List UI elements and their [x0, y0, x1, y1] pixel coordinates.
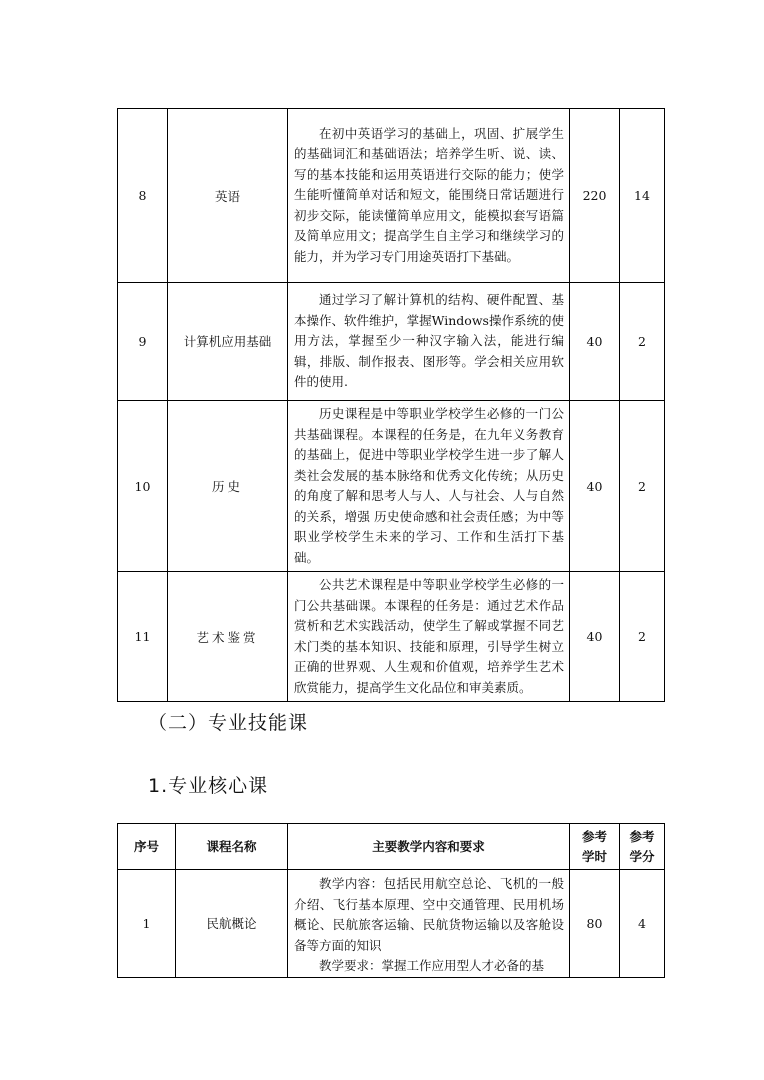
course-content: 历史课程是中等职业学校学生必修的一门公共基础课程。本课程的任务是，在九年义务教育的基础上，促进中等职业学校学生进一步了解人类社会发展的基本脉络和优秀文化传统；从历史的角度了解和思考人与人、人与社会、人与自然的关系，增强 历史使命感和社会责任感；为中等职业学校学生未来的学习、工作和生活打下基础。	[288, 401, 570, 572]
table-row	[118, 401, 665, 572]
course-credits: 14	[620, 109, 665, 283]
course-credits: 4	[620, 870, 665, 978]
course-credits: 2	[620, 283, 665, 401]
teaching-requirements: 教学要求：掌握工作应用型人才必备的基	[319, 958, 545, 973]
course-name: 计算机应用基础	[168, 283, 288, 401]
header-credits: 参考学分	[620, 824, 665, 870]
course-number: 8	[118, 109, 168, 283]
course-name: 英语	[168, 109, 288, 283]
table-header-row	[118, 824, 665, 870]
header-number: 序号	[118, 824, 176, 870]
core-courses-table	[117, 823, 665, 978]
course-hours: 40	[570, 401, 620, 572]
course-content: 公共艺术课程是中等职业学校学生必修的一门公共基础课。本课程的任务是：通过艺术作品赏析和艺术实践活动，使学生了解或掌握不同艺术门类的基本知识、技能和原理，引导学生树立正确的世界观、人生观和价值观，培养学生艺术欣赏能力，提高学生文化品位和审美素质。	[288, 572, 570, 702]
course-content: 通过学习了解计算机的结构、硬件配置、基本操作、软件维护，掌握Windows操作系统的使用方法，掌握至少一种汉字输入法，能进行编辑，排版、制作报表、图形等。学会相关应用软件的使用.	[288, 283, 570, 401]
course-credits: 2	[620, 401, 665, 572]
course-hours: 80	[570, 870, 620, 978]
table-row	[118, 283, 665, 401]
course-number: 10	[118, 401, 168, 572]
header-name: 课程名称	[176, 824, 288, 870]
course-number: 11	[118, 572, 168, 702]
course-name: 艺术鉴赏	[168, 572, 288, 702]
subsection-heading: 1.专业核心课	[148, 775, 269, 797]
public-courses-table	[117, 108, 665, 702]
table-row	[118, 109, 665, 283]
course-hours: 40	[570, 572, 620, 702]
section-heading: （二）专业技能课	[148, 712, 309, 734]
teaching-content: 教学内容：包括民用航空总论、飞机的一般介绍、飞行基本原理、空中交通管理、民用机场概论、民航旅客运输、民航货物运输以及客舱设备等方面的知识	[294, 876, 564, 953]
course-name: 历史	[168, 401, 288, 572]
course-hours: 40	[570, 283, 620, 401]
course-number: 1	[118, 870, 176, 978]
header-content: 主要教学内容和要求	[288, 824, 570, 870]
header-hours: 参考学时	[570, 824, 620, 870]
course-credits: 2	[620, 572, 665, 702]
table-row	[118, 572, 665, 702]
course-hours: 220	[570, 109, 620, 283]
course-number: 9	[118, 283, 168, 401]
table-row	[118, 870, 665, 978]
course-content: 在初中英语学习的基础上，巩固、扩展学生的基础词汇和基础语法；培养学生听、说、读、写的基本技能和运用英语进行交际的能力；使学生能听懂简单对话和短文，能围绕日常话题进行初步交际，能读懂简单应用文，能模拟套写语篇及简单应用文；提高学生自主学习和继续学习的能力，并为学习专门用途英语打下基础。	[288, 109, 570, 283]
course-name: 民航概论	[176, 870, 288, 978]
course-content	[288, 870, 570, 978]
